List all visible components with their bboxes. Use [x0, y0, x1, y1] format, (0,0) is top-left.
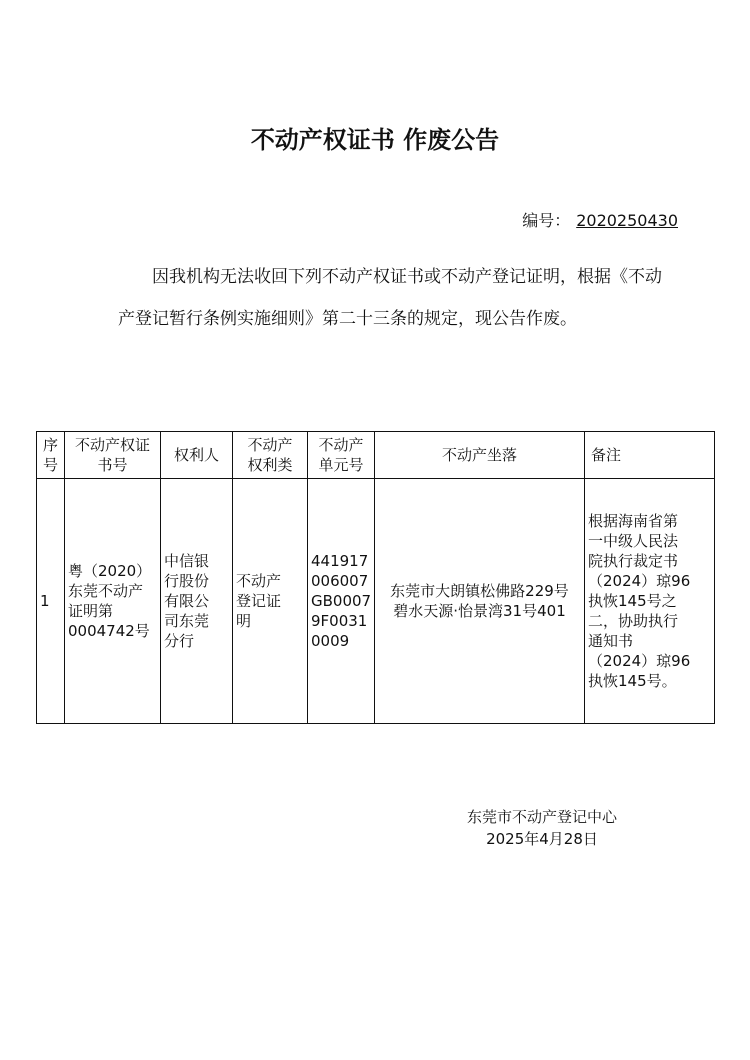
signoff-date: 2025年4月28日	[486, 830, 598, 848]
document-number-value: 2020250430	[576, 211, 678, 230]
void-certificate-table	[36, 431, 715, 724]
page-title: 不动产权证书 作废公告	[250, 126, 500, 154]
header-remark: 备注	[585, 432, 715, 479]
document-number-label: 编号：	[522, 211, 571, 230]
cell-cert-no: 粤（2020） 东莞不动产 证明第 0004742号	[65, 479, 161, 724]
cell-seq: 1	[37, 479, 65, 724]
header-seq: 序 号	[37, 432, 65, 479]
document-number	[522, 208, 678, 231]
announcement-body: 因我机构无法收回下列不动产权证书或不动产登记证明，根据《不动产登记暂行条例实施细则》第二十三条的规定，现公告作废。	[118, 267, 662, 329]
header-location: 不动产坐落	[375, 432, 585, 479]
signoff-org: 东莞市不动产登记中心	[466, 808, 617, 826]
header-cert-no: 不动产权证 书号	[65, 432, 161, 479]
cell-remark: 根据海南省第 一中级人民法 院执行裁定书 （2024）琼96 执恢145号之 二，协助执行 通知书 （2024）琼96 执恢145号。	[585, 479, 715, 724]
signoff	[452, 806, 632, 850]
cell-right-type: 不动产 登记证 明	[233, 479, 308, 724]
header-right-type: 不动产 权利类	[233, 432, 308, 479]
header-holder: 权利人	[161, 432, 233, 479]
cell-holder: 中信银 行股份 有限公 司东莞 分行	[161, 479, 233, 724]
table-header-row	[37, 432, 715, 479]
cell-location: 东莞市大朗镇松佛路229号 碧水天源·怡景湾31号401	[375, 479, 585, 724]
cell-unit-no: 441917 006007 GB0007 9F0031 0009	[308, 479, 375, 724]
table-row	[37, 479, 715, 724]
header-unit-no: 不动产 单元号	[308, 432, 375, 479]
